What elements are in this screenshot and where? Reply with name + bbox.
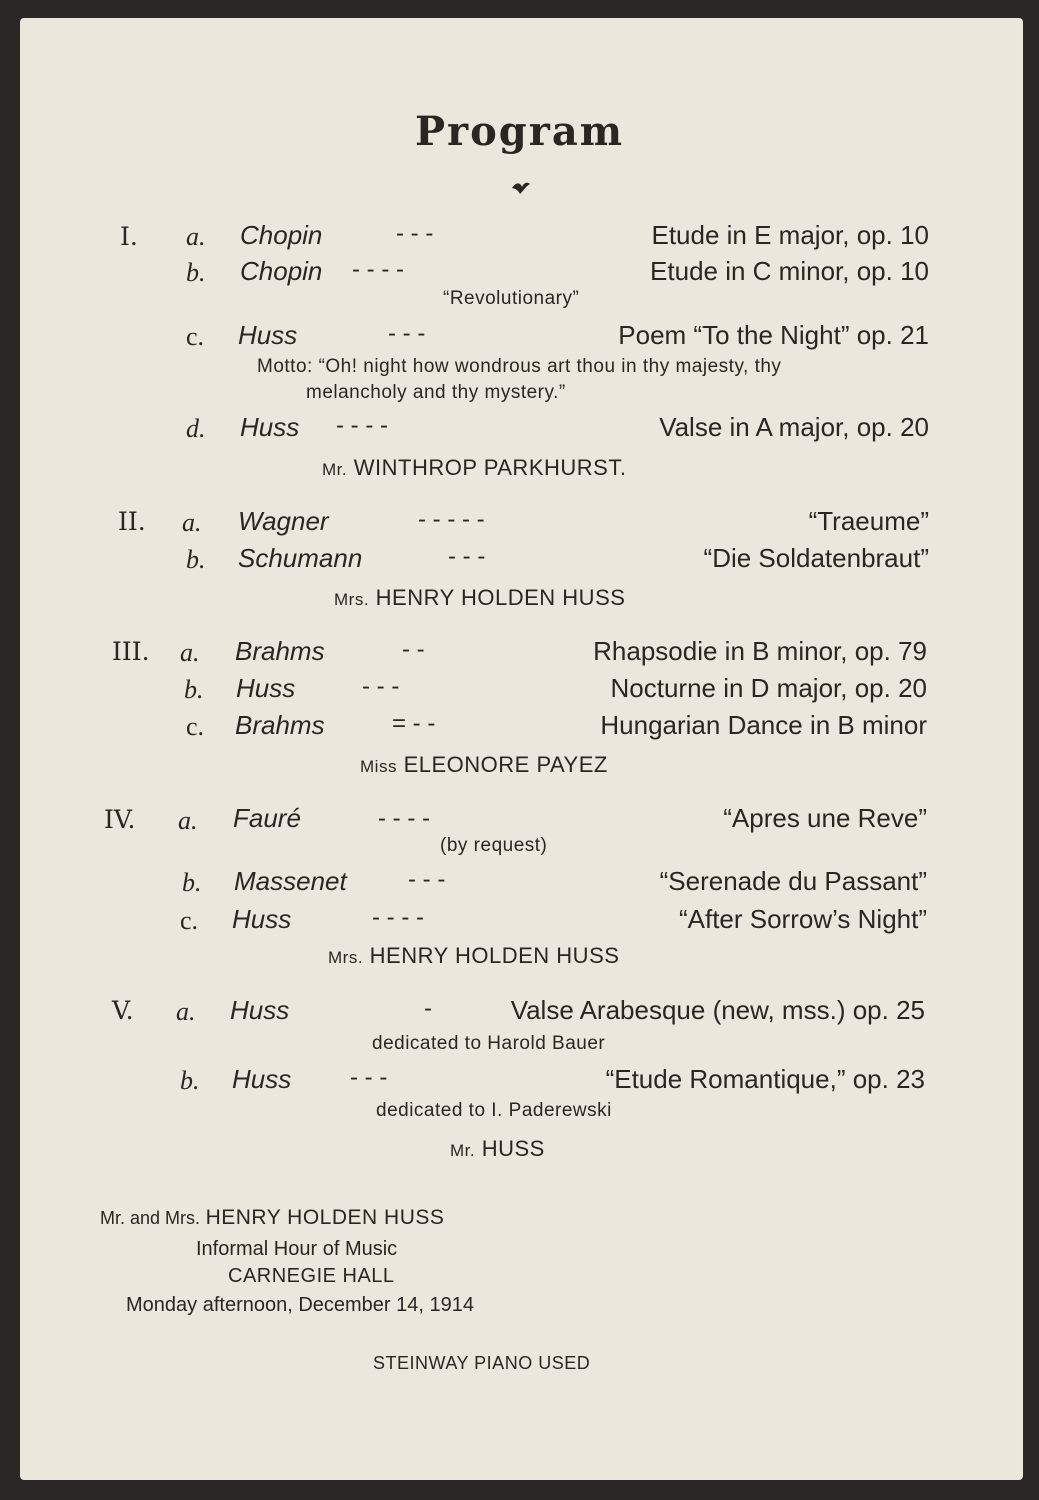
composer: Huss: [240, 412, 300, 442]
venue: CARNEGIE HALL: [228, 1265, 395, 1287]
composer: Huss: [232, 1064, 292, 1094]
item-letter: b.: [186, 258, 206, 287]
leader-dashes: - -: [402, 636, 425, 663]
leader-dashes: - - -: [388, 320, 426, 347]
composer: Chopin: [240, 220, 323, 250]
composer: Huss: [236, 673, 296, 703]
composer: Huss: [232, 904, 292, 934]
leader-dashes: - - - - -: [418, 506, 485, 533]
piece-title: “Serenade du Passant”: [659, 866, 927, 896]
composer: Huss: [230, 995, 290, 1025]
motto-line: melancholy and thy mystery.”: [306, 382, 566, 403]
leader-dashes: - - -: [408, 866, 446, 893]
piece-note: (by request): [440, 835, 548, 856]
item-letter: d.: [186, 414, 206, 443]
section-numeral: II.: [118, 507, 146, 536]
leader-dashes: - - -: [448, 543, 486, 570]
section-numeral: V.: [112, 996, 134, 1025]
leader-dashes: - - -: [396, 220, 434, 247]
piece-title: Rhapsodie in B minor, op. 79: [593, 636, 927, 666]
composer: Brahms: [235, 636, 325, 666]
piece-title: Poem “To the Night” op. 21: [618, 320, 929, 350]
piece-title: Valse Arabesque (new, mss.) op. 25: [510, 995, 925, 1025]
performer: Mrs. HENRY HOLDEN HUSS: [334, 585, 626, 610]
performer: Mrs. HENRY HOLDEN HUSS: [328, 943, 620, 968]
item-letter: c.: [180, 906, 199, 935]
item-letter: b.: [182, 868, 202, 897]
leader-dashes: - - - -: [378, 805, 430, 832]
performer: Miss ELEONORE PAYEZ: [360, 752, 608, 777]
hosts-line: Mr. and Mrs. HENRY HOLDEN HUSS: [100, 1206, 445, 1229]
event-date: Monday afternoon, December 14, 1914: [126, 1294, 474, 1316]
item-letter: c.: [186, 322, 205, 351]
composer: Schumann: [238, 543, 363, 573]
piece-title: Etude in C minor, op. 10: [650, 256, 929, 286]
piece-title: “Apres une Reve”: [723, 803, 927, 833]
item-letter: a.: [178, 806, 198, 835]
leader-dashes: -: [424, 995, 432, 1022]
flourish-ornament-icon: [508, 178, 532, 198]
piece-title: Nocturne in D major, op. 20: [610, 673, 927, 703]
composer: Chopin: [240, 256, 323, 286]
performer: Mr. WINTHROP PARKHURST.: [322, 455, 627, 480]
composer: Brahms: [235, 710, 325, 740]
piece-note: “Revolutionary”: [443, 288, 580, 309]
composer: Fauré: [233, 803, 301, 833]
dedication-note: dedicated to I. Paderewski: [376, 1100, 612, 1121]
item-letter: a.: [182, 508, 202, 537]
composer: Huss: [238, 320, 298, 350]
composer: Wagner: [238, 506, 329, 536]
piece-title: “Etude Romantique,” op. 23: [605, 1064, 925, 1094]
leader-dashes: - - - -: [336, 412, 388, 439]
motto-line: Motto: “Oh! night how wondrous art thou in thy majesty, thy: [257, 356, 782, 377]
item-letter: b.: [186, 545, 206, 574]
item-letter: a.: [186, 222, 206, 251]
piece-title: Etude in E major, op. 10: [651, 220, 929, 250]
section-numeral: IV.: [104, 805, 136, 834]
performer: Mr. HUSS: [450, 1136, 545, 1161]
piano-credit: STEINWAY PIANO USED: [373, 1353, 591, 1373]
leader-dashes: - - - -: [372, 904, 424, 931]
leader-dashes: - - -: [350, 1064, 388, 1091]
event-name: Informal Hour of Music: [196, 1238, 398, 1260]
composer: Massenet: [234, 866, 347, 896]
leader-dashes: - - - -: [352, 256, 404, 283]
leader-dashes: - - -: [362, 673, 400, 700]
item-letter: a.: [180, 638, 200, 667]
program-title: Program: [414, 108, 625, 155]
section-numeral: I.: [120, 222, 138, 251]
item-letter: b.: [180, 1066, 200, 1095]
section-numeral: III.: [112, 637, 150, 666]
piece-title: Hungarian Dance in B minor: [600, 710, 927, 740]
piece-title: “Traeume”: [808, 506, 929, 536]
piece-title: Valse in A major, op. 20: [659, 412, 929, 442]
dedication-note: dedicated to Harold Bauer: [372, 1033, 606, 1054]
leader-dashes: = - -: [392, 710, 436, 737]
piece-title: “After Sorrow’s Night”: [678, 904, 927, 934]
item-letter: a.: [176, 997, 196, 1026]
item-letter: c.: [186, 712, 205, 741]
piece-title: “Die Soldatenbraut”: [703, 543, 929, 573]
item-letter: b.: [184, 675, 204, 704]
